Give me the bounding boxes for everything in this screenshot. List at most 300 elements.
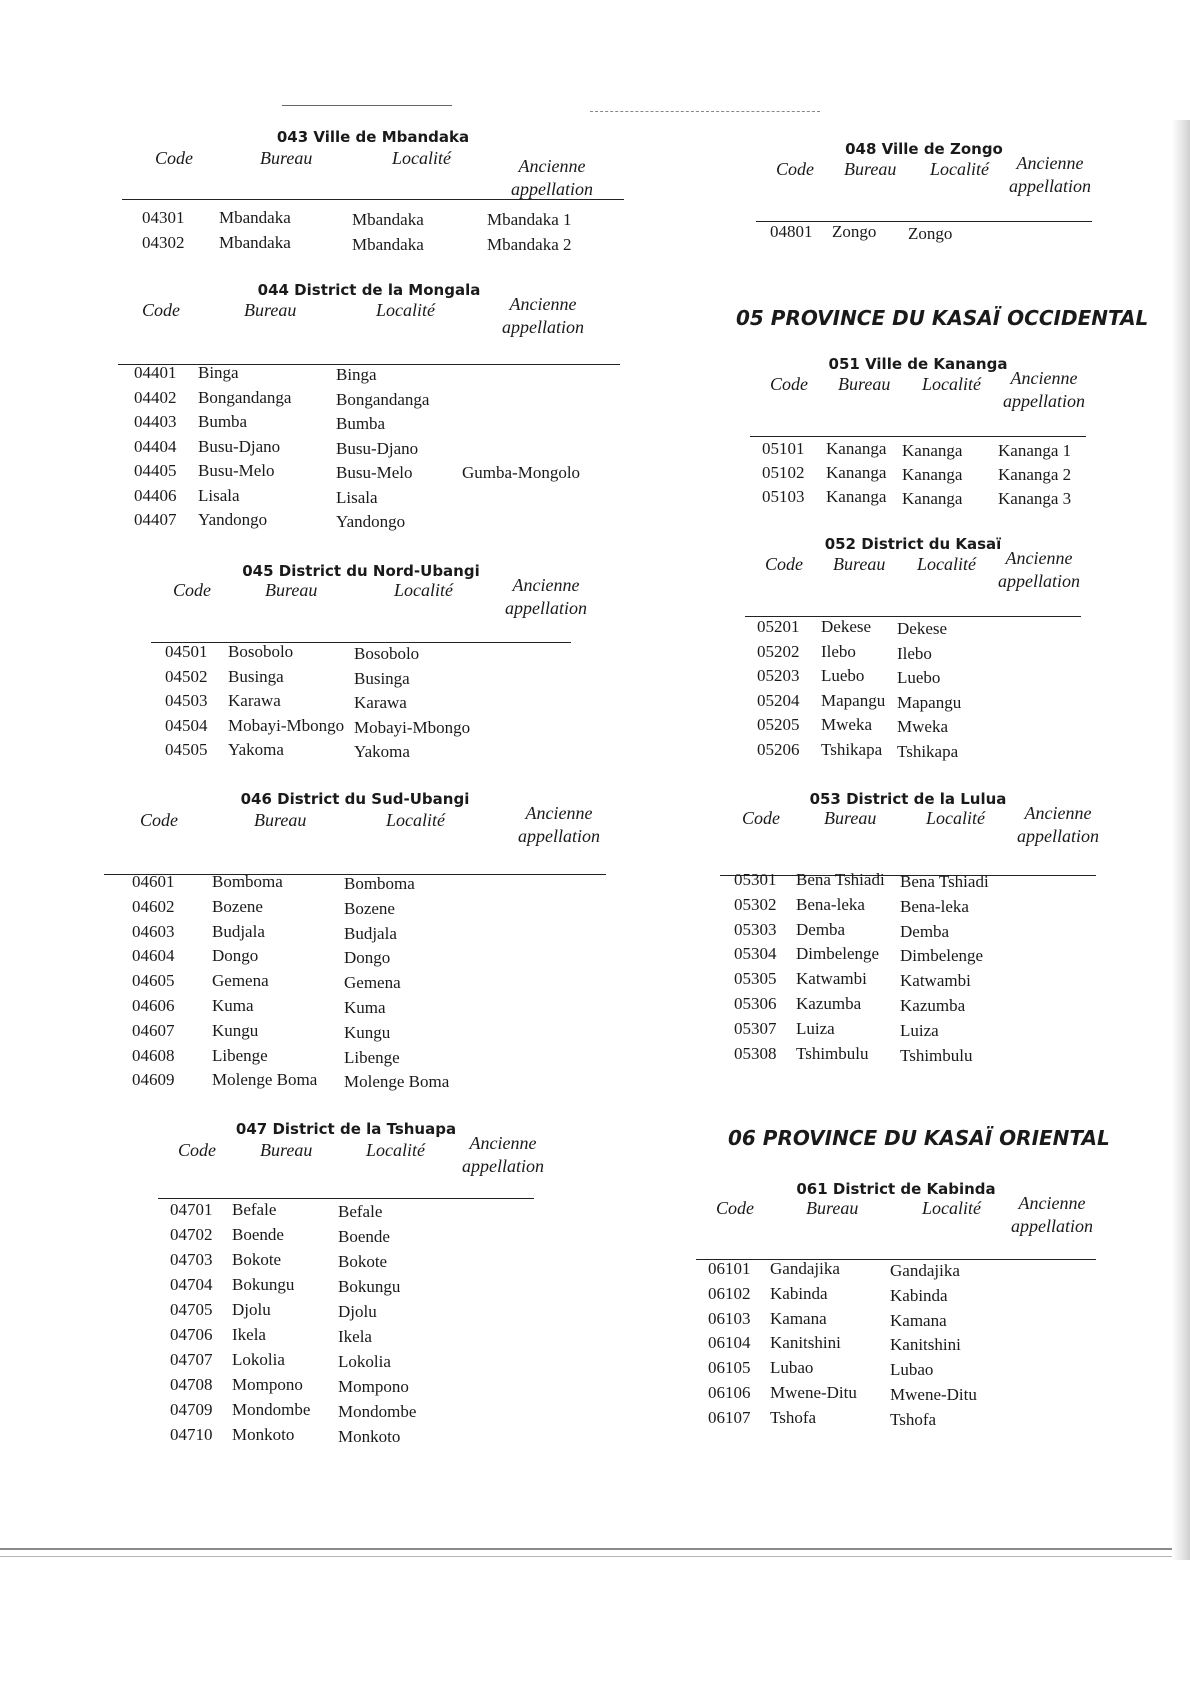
bureau-cell: Bena Tshiadi [796,870,885,889]
column-header-bureau: Bureau [806,1198,859,1218]
table-row [151,738,571,762]
bureau-cell: Kuma [212,996,254,1015]
column-header-code: Code [173,580,211,600]
column-header-localite: Localité [917,554,976,574]
code-cell: 05101 [762,439,805,458]
code-cell: 04701 [170,1200,213,1219]
ancienne-appellation-cell: Gumba-Mongolo [462,463,581,482]
column-header-ancienne-2: appellation [518,826,600,846]
bureau-cell: Bozene [212,896,263,916]
table-row [158,1273,534,1297]
localite-cell: Bomboma [344,874,415,893]
section-048-ville-de-zongo [756,140,1092,255]
table-row [696,1381,1096,1405]
bureau-cell: Ilebo [821,641,856,661]
code-cell: 06101 [708,1259,751,1278]
province-heading-kasai-occidental: 05 PROVINCE DU KASAÏ OCCIDENTAL [736,306,1149,330]
code-cell: 04606 [132,996,175,1015]
code-cell: 04710 [170,1425,213,1444]
bureau-cell: Mompono [232,1375,303,1394]
bureau-cell: Bokungu [232,1275,295,1294]
bureau-cell: Gandajika [770,1259,840,1278]
header-rule [122,199,624,200]
localite-cell: Demba [900,921,950,941]
column-header-code: Code [716,1198,754,1218]
localite-cell: Bongandanga [336,389,430,409]
page-edge-shadow [1172,120,1190,1560]
column-header-ancienne-2: appellation [505,598,587,618]
localite-cell: Yakoma [354,742,410,761]
bureau-cell: Businga [228,666,284,686]
localite-cell: Ilebo [897,643,932,663]
localite-cell: Bozene [344,898,395,918]
column-header-ancienne-2: appellation [1011,1216,1093,1236]
table-row [151,714,571,738]
bureau-cell: Mapangu [821,690,886,710]
ancienne-appellation-cell: Mbandaka 2 [487,234,572,254]
bureau-cell: Tshofa [770,1407,817,1427]
code-cell: 04708 [170,1375,213,1394]
column-header-localite: Localité [930,159,989,179]
localite-cell: Mondombe [338,1402,417,1421]
bureau-cell: Kananga [826,463,887,482]
bureau-cell: Binga [198,363,239,382]
table-row [696,1406,1096,1430]
column-header-localite: Localité [926,808,985,828]
localite-cell: Kananga [902,465,963,484]
column-header-ancienne-1: Ancienne [1024,803,1092,823]
code-cell: 04503 [165,691,208,710]
code-cell: 05307 [734,1018,777,1038]
localite-cell: Mbandaka [352,210,424,229]
code-cell: 04605 [132,971,175,991]
column-header-bureau: Bureau [260,1140,313,1160]
table-row [104,870,606,894]
section-053-district-de-la-lulua [720,790,1099,1076]
bureau-cell: Molenge Boma [212,1070,318,1090]
table-row [158,1223,534,1247]
column-header-ancienne-2: appellation [502,317,584,337]
localite-cell: Zongo [908,224,953,243]
localite-cell: Kabinda [890,1285,948,1305]
table-row [104,1019,606,1043]
column-header-code: Code [142,300,180,320]
bureau-cell: Befale [232,1200,277,1219]
localite-cell: Mwene-Ditu [890,1385,977,1404]
bureau-cell: Luebo [821,666,865,685]
bureau-cell: Dongo [212,946,259,966]
code-cell: 04608 [132,1045,175,1065]
code-cell: 04301 [142,208,185,227]
table-row [118,361,620,385]
localite-cell: Befale [338,1202,383,1221]
table-row [720,868,1096,892]
bureau-cell: Tshimbulu [796,1043,869,1063]
section-061-district-de-kabinda [696,1180,1096,1441]
table-row [720,1017,1096,1041]
column-header-code: Code [776,159,814,179]
column-header-code: Code [765,554,803,574]
bureau-cell: Kungu [212,1020,259,1040]
page-bottom-edge-faint [0,1556,1172,1557]
localite-cell: Yandongo [336,512,406,531]
localite-cell: Businga [354,668,410,688]
section-title: 053 District de la Lulua [809,790,1007,808]
bureau-cell: Kabinda [770,1283,828,1303]
table-row [720,942,1096,966]
code-cell: 04601 [132,872,175,891]
bureau-cell: Kanitshini [770,1333,841,1353]
column-header-ancienne-2: appellation [998,571,1080,591]
table-row [104,969,606,993]
localite-cell: Gemena [344,973,401,993]
bureau-cell: Luiza [796,1018,835,1038]
table-row [720,893,1096,917]
table-row [750,461,1086,485]
code-cell: 04704 [170,1275,213,1294]
bureau-cell: Bongandanga [198,387,292,407]
column-header-ancienne-2: appellation [462,1156,544,1176]
code-cell: 05201 [757,617,800,636]
table-row [158,1398,534,1422]
section-052-district-du-kasai [745,535,1081,772]
table-row [122,206,624,230]
section-title: 051 Ville de Kananga [828,355,1008,373]
column-header-ancienne-2: appellation [511,179,593,199]
table-row [720,1042,1096,1066]
column-header-ancienne-1: Ancienne [469,1133,537,1153]
localite-cell: Mobayi-Mbongo [354,717,471,737]
table-row [745,689,1081,713]
localite-cell: Luiza [900,1020,939,1040]
column-header-ancienne-1: Ancienne [1018,1193,1086,1213]
section-title: 047 District de la Tshuapa [235,1120,457,1138]
table-row [104,1068,606,1092]
code-cell: 04604 [132,946,175,966]
page-bottom-edge [0,1548,1172,1550]
table-row [104,895,606,919]
code-cell: 05304 [734,944,777,964]
localite-cell: Bokungu [338,1277,401,1296]
table-row [750,437,1086,461]
column-header-code: Code [140,810,178,830]
code-cell: 04407 [134,510,177,529]
column-header-bureau: Bureau [833,554,886,574]
code-cell: 04607 [132,1020,175,1040]
localite-cell: Binga [336,365,377,384]
localite-cell: Busu-Melo [336,463,413,482]
localite-cell: Molenge Boma [344,1072,450,1092]
column-header-code: Code [178,1140,216,1160]
localite-cell: Bena-leka [900,896,969,916]
localite-cell: Boende [338,1227,390,1246]
top-dashed-rule [590,111,820,112]
province-heading-kasai-oriental: 06 PROVINCE DU KASAÏ ORIENTAL [728,1126,1110,1150]
section-043-ville-de-mbandaka [122,128,624,265]
section-045-district-du-nord-ubangi [151,562,587,773]
column-header-ancienne-2: appellation [1003,391,1085,411]
code-cell: 04705 [170,1300,213,1319]
code-cell: 06102 [708,1283,751,1303]
code-cell: 05202 [757,641,800,661]
column-header-localite: Localité [922,374,981,394]
code-cell: 04602 [132,896,175,916]
localite-cell: Tshikapa [897,741,959,761]
table-row [696,1307,1096,1331]
table-row [104,994,606,1018]
localite-cell: Gandajika [890,1261,960,1280]
code-cell: 06104 [708,1333,751,1353]
table-row [720,967,1096,991]
bureau-cell: Zongo [832,222,877,241]
section-title: 052 District du Kasaï [824,535,1002,553]
bureau-cell: Lokolia [232,1350,285,1369]
localite-cell: Dekese [897,619,948,638]
bureau-cell: Yandongo [198,510,268,529]
code-cell: 05303 [734,919,777,939]
table-row [745,664,1081,688]
bureau-cell: Busu-Melo [198,461,275,480]
section-title: 044 District de la Mongala [257,281,481,299]
bureau-cell: Djolu [232,1300,271,1319]
bureau-cell: Dimbelenge [796,944,880,964]
table-row [696,1356,1096,1380]
bureau-cell: Bokote [232,1250,282,1269]
localite-cell: Bumba [336,414,386,433]
table-row [118,484,620,508]
bureau-cell: Kananga [826,439,887,458]
section-title: 048 Ville de Zongo [845,140,1003,158]
code-cell: 04406 [134,485,177,505]
bureau-cell: Lubao [770,1358,814,1378]
table-row [151,689,571,713]
code-cell: 04609 [132,1070,175,1090]
table-row [158,1248,534,1272]
table-row [122,231,624,255]
table-row [750,485,1086,509]
localite-cell: Dongo [344,948,391,968]
localite-cell: Kanitshini [890,1335,961,1355]
table-row [158,1323,534,1347]
table-row [745,738,1081,762]
localite-cell: Katwambi [900,971,971,991]
code-cell: 05206 [757,739,800,759]
table-row [720,992,1096,1016]
table-row [118,459,620,483]
localite-cell: Mweka [897,717,948,736]
column-header-bureau: Bureau [260,148,313,168]
code-cell: 04706 [170,1325,213,1344]
localite-cell: Luebo [897,668,941,687]
table-row [745,713,1081,737]
bureau-cell: Demba [796,919,846,939]
bureau-cell: Bomboma [212,872,283,891]
code-cell: 04603 [132,921,175,941]
column-header-localite: Localité [366,1140,425,1160]
column-header-ancienne-2: appellation [1009,176,1091,196]
table-row [720,918,1096,942]
table-row [118,386,620,410]
localite-cell: Kazumba [900,996,966,1015]
table-row [158,1423,534,1447]
section-title: 061 District de Kabinda [796,1180,996,1198]
localite-cell: Kananga [902,489,963,508]
table-row [696,1257,1096,1281]
column-header-bureau: Bureau [844,159,897,179]
code-cell: 04402 [134,387,177,407]
bureau-cell: Libenge [212,1045,268,1065]
bureau-cell: Mobayi-Mbongo [228,715,345,735]
column-header-ancienne-1: Ancienne [1005,548,1073,568]
table-row [158,1373,534,1397]
bureau-cell: Gemena [212,971,269,991]
column-header-ancienne-1: Ancienne [512,575,580,595]
table-row [118,435,620,459]
table-row [745,640,1081,664]
code-cell: 04505 [165,740,208,759]
localite-cell: Busu-Djano [336,438,419,458]
table-row [118,410,620,434]
table-row [151,665,571,689]
code-cell: 04504 [165,715,208,735]
table-row [104,944,606,968]
column-header-localite: Localité [376,300,435,320]
bureau-cell: Mbandaka [219,208,291,227]
column-header-code: Code [770,374,808,394]
bureau-cell: Bosobolo [228,642,294,661]
column-header-bureau: Bureau [838,374,891,394]
localite-cell: Tshimbulu [900,1045,973,1065]
code-cell: 04501 [165,642,208,661]
localite-cell: Dimbelenge [900,946,984,966]
bureau-cell: Kamana [770,1308,827,1328]
code-cell: 04707 [170,1350,213,1369]
localite-cell: Bosobolo [354,644,420,663]
localite-cell: Lokolia [338,1352,391,1371]
bureau-cell: Ikela [232,1325,266,1344]
code-cell: 04709 [170,1400,213,1419]
localite-cell: Monkoto [338,1427,401,1446]
code-cell: 06107 [708,1407,751,1427]
code-cell: 05308 [734,1043,777,1063]
column-header-bureau: Bureau [254,810,307,830]
code-cell: 05306 [734,994,777,1013]
localite-cell: Kamana [890,1310,947,1330]
code-cell: 04702 [170,1225,213,1244]
bureau-cell: Karawa [228,691,281,710]
code-cell: 05302 [734,894,777,914]
localite-cell: Kuma [344,998,386,1017]
localite-cell: Ikela [338,1327,372,1346]
table-row [158,1198,534,1222]
ancienne-appellation-cell: Kananga 1 [998,441,1072,460]
bureau-cell: Kananga [826,487,887,506]
table-row [158,1298,534,1322]
bureau-cell: Bumba [198,412,248,431]
column-header-localite: Localité [922,1198,981,1218]
localite-cell: Mapangu [897,692,962,712]
column-header-localite: Localité [392,148,451,168]
column-header-ancienne-1: Ancienne [525,803,593,823]
section-title: 046 District du Sud-Ubangi [240,790,470,808]
column-header-code: Code [742,808,780,828]
code-cell: 05102 [762,463,805,482]
top-rule [282,105,452,106]
code-cell: 04403 [134,412,177,431]
column-header-code: Code [155,148,193,168]
code-cell: 05305 [734,969,777,989]
bureau-cell: Tshikapa [821,739,883,759]
table-row [696,1331,1096,1355]
code-cell: 04405 [134,461,177,480]
column-header-bureau: Bureau [244,300,297,320]
code-cell: 05103 [762,487,805,506]
table-row [151,640,571,664]
localite-cell: Bokote [338,1252,388,1271]
code-cell: 05204 [757,690,800,710]
section-title: 043 Ville de Mbandaka [276,128,470,146]
code-cell: 05203 [757,666,800,685]
localite-cell: Lubao [890,1360,934,1380]
ancienne-appellation-cell: Kananga 3 [998,489,1072,508]
localite-cell: Lisala [336,487,378,507]
table-row [118,508,620,532]
code-cell: 05205 [757,715,800,734]
bureau-cell: Mwene-Ditu [770,1383,857,1402]
localite-cell: Djolu [338,1302,377,1321]
column-header-bureau: Bureau [265,580,318,600]
table-row [158,1348,534,1372]
localite-cell: Kananga [902,441,963,460]
table-row [104,920,606,944]
code-cell: 04302 [142,232,185,252]
code-cell: 04801 [770,222,813,241]
localite-cell: Mbandaka [352,234,424,254]
column-header-ancienne-2: appellation [1017,826,1099,846]
code-cell: 04401 [134,363,177,382]
table-row [745,615,1081,639]
column-header-ancienne-1: Ancienne [509,294,577,314]
localite-cell: Mompono [338,1377,409,1396]
column-header-localite: Localité [386,810,445,830]
bureau-cell: Mbandaka [219,232,291,252]
table-row [756,220,1092,244]
code-cell: 04404 [134,436,177,456]
section-047-district-de-la-tshuapa [158,1120,544,1458]
localite-cell: Karawa [354,693,407,712]
section-046-district-du-sud-ubangi [104,790,606,1103]
bureau-cell: Mweka [821,715,872,734]
localite-cell: Tshofa [890,1409,937,1429]
bureau-cell: Lisala [198,485,240,505]
section-044-district-de-la-mongala [118,281,620,543]
bureau-cell: Dekese [821,617,872,636]
bureau-cell: Yakoma [228,740,284,759]
column-header-localite: Localité [394,580,453,600]
localite-cell: Bena Tshiadi [900,872,989,891]
ancienne-appellation-cell: Mbandaka 1 [487,210,572,229]
ancienne-appellation-cell: Kananga 2 [998,465,1072,484]
code-cell: 04502 [165,666,208,686]
section-051-ville-de-kananga [750,355,1086,519]
bureau-cell: Mondombe [232,1400,311,1419]
localite-cell: Libenge [344,1047,400,1067]
bureau-cell: Boende [232,1225,284,1244]
code-cell: 06103 [708,1308,751,1328]
bureau-cell: Bena-leka [796,894,865,914]
bureau-cell: Monkoto [232,1425,295,1444]
bureau-cell: Budjala [212,921,265,941]
